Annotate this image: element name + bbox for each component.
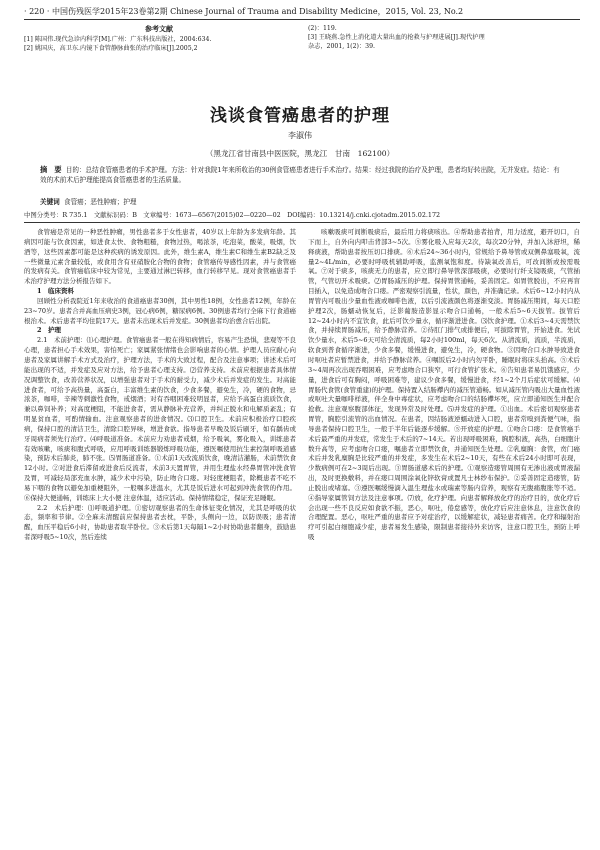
body-paragraph: 2.1 术前护理：⑴心理护理。食管癌患者一般在得知病情后，容易产生恐惧，悲观等不良心理，患者担心手术效果，害怕死亡；家属紧张情绪也会影响患者的心情。护理人员应耐心向患者及家属讲解手术方式及治疗，护理方法，手术的大致过程，配合及注意事项；讲述术后可能出现的不适，并发症及应对方法，给予患者心理支持。⑵营养支持。术前应根据患者具体情况调整饮食，改善营养状况，以增强患者对于手术的耐受力，减少术后并发症的发生。对高能进食者，可给予高热量，高蛋白，丰富维生素的饮食，少食多餐，避免生，冷，硬的食物，忌浓茶，咖啡，辛辣等刺激性食物，戒烟酒；对有吞咽困难较明显者，应给予高蛋白流质饮食，兼以鼻饲补养；对高度梗阻，不能进食者，需从静脉补充营养，并纠正脱水和电解质紊乱；有明显贫血者，可酌情输血。注意观察患者的进食情况。⑶口腔卫生。术前应积极治疗口腔疾病，保持口腔的清洁卫生，清除口腔异味，增进食欲。指导患者早晚及饭后刷牙，如有龋齿或牙周病者须先行治疗。⑷呼吸道准备。术前应力劝患者戒烟，给予吸氧，雾化吸入，训练患者有效咳嗽，咳痰和腹式呼吸，应用呼吸训练器锻炼呼吸功能，遵医嘱使用抗生素控制呼吸道感染，预防术后肺炎，肺不张。⑸胃肠道准备。①术前1天改流质饮食，晚清洁灌肠，术前禁饮食12小时。②对进食后滞留或进食后反流者，术前3天置胃管，并用生理盐水经鼻胃管冲洗食管及胃，可减轻局部充血水肿，减少术中污染，防止吻合口瘘。对轻度梗阻者，除概患者不吃不易下咽的食物以避免加重梗阻外，一般嘱多进温水，尤其是饭后进水可起到冲洗食管的作用。⑥保持大便通畅，训练床上大小便 注意体温，适应活动。保持情绪稳定，保证充足睡眠。 (24, 336, 296, 502)
body-left-column (24, 228, 296, 844)
reference-item: [2] 姚国庆，高卫东.内镜下食管静脉曲张的治疗临床[J].2005,2 (24, 45, 198, 52)
article-title: 浅谈食管癌患者的护理 (210, 106, 390, 126)
body-paragraph: 回顾性分析我院近1年来收治的食道癌患者30例，其中男性18例，女性患者12例，年龄在23~70岁。患者合并高血压病史3例，冠心病6例，糖尿病6例。30例患者均行全麻下行食道癌根治术。术后患者平均住院17天。患者未出现术后并发症。30例患者均治愈合后出院。 (24, 296, 296, 325)
keywords (40, 197, 564, 207)
section-heading: 2 护理 (37, 326, 62, 335)
author-affiliation: （黑龙江省甘南县中医医院，黑龙江 甘南 162100） (205, 149, 395, 158)
section-heading: 1 临床资料 (37, 287, 75, 296)
references-right-column (308, 24, 578, 51)
keywords-text: 食管癌；恶性肿瘤；护理 (63, 198, 137, 206)
abstract-label: 摘 要 (40, 165, 62, 174)
body-paragraph: 咳嗽吸痰可间断吸痰后，最后用力将痰咳出。④帮助患者拍背，用力适度，避开切口，自下而上，自外向内叩击背部3~5次。⑤雾化吸入应每天2次，每次20分钟，并加入沐舒坦，稀释痰液，帮助患者按压切口排痰。⑥术后24~36小时内，常规给予鼻导管或双侧鼻塞吸氧，流量2~4L/min，必要时呼吸机辅助呼吸，监测氧饱和度。待缺氧改善后，可改间断或按需吸氧。⑦对于痰多，咳痰无力的患者，应立即行鼻导管深部吸痰，必要时行纤支镜吸痰，气管插管，气管切开术吸痰。⑵胃肠减压的护理。保持胃管通畅，妥善固定。如胃管脱出，不应再盲目插入，以免造成吻合口瘘。严密观察引流量，性状，颜色，并准确记录。术后6~12小时内从胃管内可吸出少量血性液或咖啡色液，以后引流液颜色将逐渐变淡。胃肠减压期间，每天口腔护理2次，肠蠕动恢复后，泛影葡胺造影显示吻合口通畅，一般术后5~6天拔管。拔管后12~24小时内不宜饮食，此后可饮少量水，循序渐进进食。⑶饮食护理。①术后3~4天需禁饮食，并持续胃肠减压，给予静脉营养。②待肛门排气或排便后，可拔除胃管，开始进食。先试饮少量水，术后5~6天可给全清流质，每2小时100ml，每天6次。从清流质，流质，半流质，软食到普食循序渐进，少食多餐，缓慢进食，避免生，冷，硬食物。③因吻合口水肿导致进食时呕吐者应暂禁进食，并给予静脉营养。④嘱饭后2小时内勿平卧，睡眠时将床头抬高。⑤术后3~4周再次出现吞咽困难，应考虑吻合口狭窄，可行食管扩张术。⑥告知患者易饥饿感应，少量，进食后可有胸闷，呼吸困难等，建议少食多餐，缓慢进食，经1~2个月后症状可缓解。⑷胃肠代食管(食管重建)的护理。保持置入结肠襻内的减压管通畅。如从减压管内吸出大量血性液或呕吐大量咖啡样液，伴全身中毒症状，应考虑吻合口的结肠襻坏死，应立即通知医生并配合抢救。注意观察腹部体征，发现异常及时处理。⑸并发症的护理。①出血。术后密切观察患者胃管，胸腔引流管的出血情况。在患者，因结肠液逆蠕动进入口腔，患者常嗅到粪便气味，指导患者保持口腔卫生，一般于半年后能逐步缓解。⑤开放症的护理。①吻合口瘘：是食管癌手术后最严重的并发症，常发生于术后的7~14天。若出现呼吸困难，胸腔积液，高热，白细胞计数升高等，应考虑吻合口瘘，嘱患者立即禁饮食，并通知医生处理。②乳糜胸：食管，贲门癌术后并发乳糜胸是比较严重的并发症，多发生在术后2~10天，有些在术后24小时即可表现，少数病例可在2~3周后出现。③胃肠道感术后的护理。①观察造瘘管周围有无渗出液或胃液漏出，及时更换敷料，并在瘘口周围涂氧化锌软膏或置凡士林纱布保护。②妥善固定造瘘管，防止脱出或堵塞。③遵医嘱缓慢滴入温生理盐水或瑞素等肠内营养，观察有无腹痛腹胀等不适。④指导家属管饲方法及注意事项。⑺放，化疗护理。向患者解释放化疗的治疗目的，放化疗后会出现一些不良反应如食欲不振，恶心，呕吐，倦怠感等，放化疗后应注意休息，注意饮食的合理配置。恶心，呕吐严重的患者应予对症治疗，以缓解症状，减轻患者痛苦。化疗和辐射治疗可引起白细胞减少症，患者易发生感染，限制患者接待外来访客，注意口腔卫生，预防上呼吸 (308, 228, 580, 542)
references-left-column (24, 24, 294, 53)
abstract-text: 目的：总结食管癌患者的手术护理。方法：针对我院1年来所收治的30例食管癌患者进行手术治疗。结果：经过我院的治疗及护理，患者均好转出院，无并发症。结论：有效的术前术后护理能提高食管癌患者的生活质量。 (40, 166, 560, 184)
body-paragraph: 2.2 术后护理：⑴呼吸道护理。①密切观察患者的生命体征变化情况，尤其是呼吸的状态，频率和节律。②全麻未清醒前应保持患者去枕，平卧，头侧向一边，以防误吸；患者清醒，血压平稳后6小时，协助患者取半卧位。③术后第1天每隔1~2小时协助患者翻身，鼓励患者深呼吸5~10次，然后连续 (24, 503, 296, 542)
reference-item: [1] 陈国伟.现代急诊内科学[M].广州：广东科技出版社，2004:634. (24, 36, 212, 43)
body-paragraph: 食管癌是常见的一种恶性肿瘤，男性患者多于女性患者，40岁以上年龄为多发病年龄。其病因可能与饮食因素，如进食太快、食物粗糙，食物过热，喝浓茶，吃泡菜，酸菜，吸烟，饮酒等，这些因素都可能是这种疾病的诱发原因。此外，维生素A，维生素C和维生素B2缺乏及一些微量元素含量较低，或食用含有亚硝胺化合物的食物；食管癌传导感性因素，并与食管癌的发病有关。食管癌临床中较为常见，主要通过淋巴转移，血行转移罕见。现对食管癌患者手术治疗护理方法分析报告如下。 (24, 228, 296, 286)
article-author: 李淑伟 (288, 131, 312, 140)
keywords-label: 关键词 (40, 198, 60, 206)
classification-line: 中图分类号：R 735.1 文献标识码：B 文章编号：1673—6567(2015)02—0220—02 DOI编码：10.13214/j.cnki.cjotadm.2015.02.172 (24, 210, 580, 223)
reference-item: (2)：119. (308, 25, 337, 32)
running-head: · 220 · 中国伤残医学2015年23卷第2期 Chinese Journal of Trauma and Disability Medicine，2015, Vol. 23, No.2 (24, 6, 580, 20)
body-right-column (308, 228, 580, 844)
abstract (40, 165, 564, 185)
references-heading: 参考文献 (145, 24, 173, 33)
reference-item: 杂志，2001, 1(2)：39. (308, 43, 375, 50)
reference-item: [3] 王晓燕.急性上消化道大量出血的抢救与护理进展[J].现代护理 (308, 34, 485, 41)
reference-block (24, 24, 580, 98)
